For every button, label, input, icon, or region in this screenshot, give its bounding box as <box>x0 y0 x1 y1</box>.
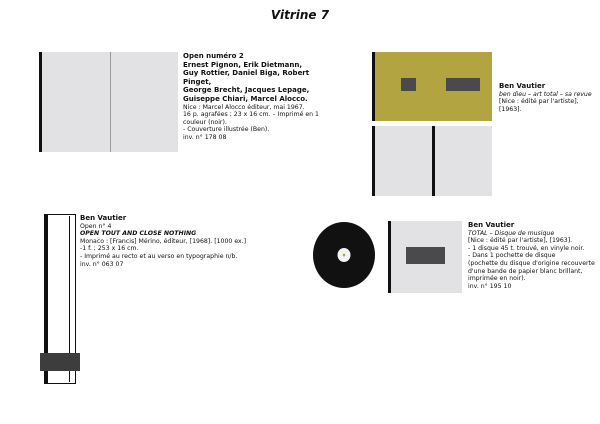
caption-line-0: [Nice : édité par l'artiste], <box>499 98 579 106</box>
caption-line-5: imprimée en noir). <box>468 275 526 283</box>
booklet-fold <box>110 52 111 152</box>
caption-line-3: - Couverture illustrée (Ben). <box>183 126 270 134</box>
vinyl-record-icon <box>312 221 376 289</box>
caption-author: Ben Vautier <box>468 221 515 229</box>
revue-cover-rect <box>446 78 480 91</box>
caption-line-2: - Imprimé au recto et au verso en typographie n/b. <box>80 252 238 260</box>
caption-line-1: -1 f. ; 253 x 16 cm. <box>80 245 139 253</box>
booklet-page-left <box>39 52 110 152</box>
sleeve-edge <box>388 221 391 293</box>
sleeve-label-rect <box>406 247 445 264</box>
caption-subtitle: ben dieu – art total – sa revue <box>499 90 592 98</box>
caption-authors-3: George Brecht, Jacques Lepage, <box>183 86 310 95</box>
caption-author: Ben Vautier <box>80 214 127 222</box>
caption-heading: Open numéro 2 <box>183 52 244 60</box>
caption-total <box>468 221 598 290</box>
caption-line-1: - 1 disque 45 t. trouvé, en vinyle noir. <box>468 244 585 252</box>
revue-cover-square <box>401 78 416 91</box>
caption-open-n4 <box>80 214 280 268</box>
caption-line-0: Nice : Marcel Alocco éditeur, mai 1967. <box>183 103 305 111</box>
caption-line-3: inv. n° 063 07 <box>80 260 124 268</box>
revue-inner-spine-right <box>432 126 435 196</box>
strip-band <box>40 353 80 371</box>
caption-line-4: inv. n° 178 08 <box>183 133 227 141</box>
caption-title: OPEN TOUT AND CLOSE NOTHING <box>80 230 197 238</box>
caption-line-3: (pochette du disque d'origine recouverte <box>468 259 595 267</box>
caption-subtitle: TOTAL – Disque de musique <box>468 229 555 237</box>
caption-authors-4: Guiseppe Chiari, Marcel Alocco. <box>183 94 308 103</box>
revue-inner-left <box>372 126 432 196</box>
booklet-spine <box>39 52 42 152</box>
caption-line-1: 16 p. agrafées ; 23 x 16 cm. – Imprimé en 1 <box>183 111 319 119</box>
caption-authors-1: Guy Rottier, Daniel Biga, Robert <box>183 69 310 78</box>
caption-ben-dieu <box>499 82 599 113</box>
caption-line-6: inv. n° 195 10 <box>468 282 512 290</box>
caption-line-0: [Nice : édité par l'artiste], [1963]. <box>468 237 573 245</box>
caption-authors-2: Pinget, <box>183 77 212 86</box>
page-title: Vitrine 7 <box>270 8 330 22</box>
caption-line-2: - Dans 1 pochette de disque <box>468 252 556 260</box>
revue-inner-right <box>434 126 492 196</box>
caption-authors-0: Ernest Pignon, Erik Dietmann, <box>183 60 302 69</box>
caption-issue: Open n° 4 <box>80 222 112 230</box>
revue-cover-spine <box>372 52 375 121</box>
caption-line-1: [1963]. <box>499 105 522 113</box>
revue-inner-spine-left <box>372 126 375 196</box>
caption-line-0: Monaco : [Francis] Mérino, éditeur, [1968]. [1000 ex.] <box>80 237 247 245</box>
caption-line-2: couleur (noir). <box>183 118 227 126</box>
booklet-page-right <box>111 52 178 152</box>
caption-line-4: d'une bande de papier blanc brillant, <box>468 267 583 275</box>
caption-open-numero-2 <box>183 52 333 142</box>
caption-author: Ben Vautier <box>499 82 546 90</box>
